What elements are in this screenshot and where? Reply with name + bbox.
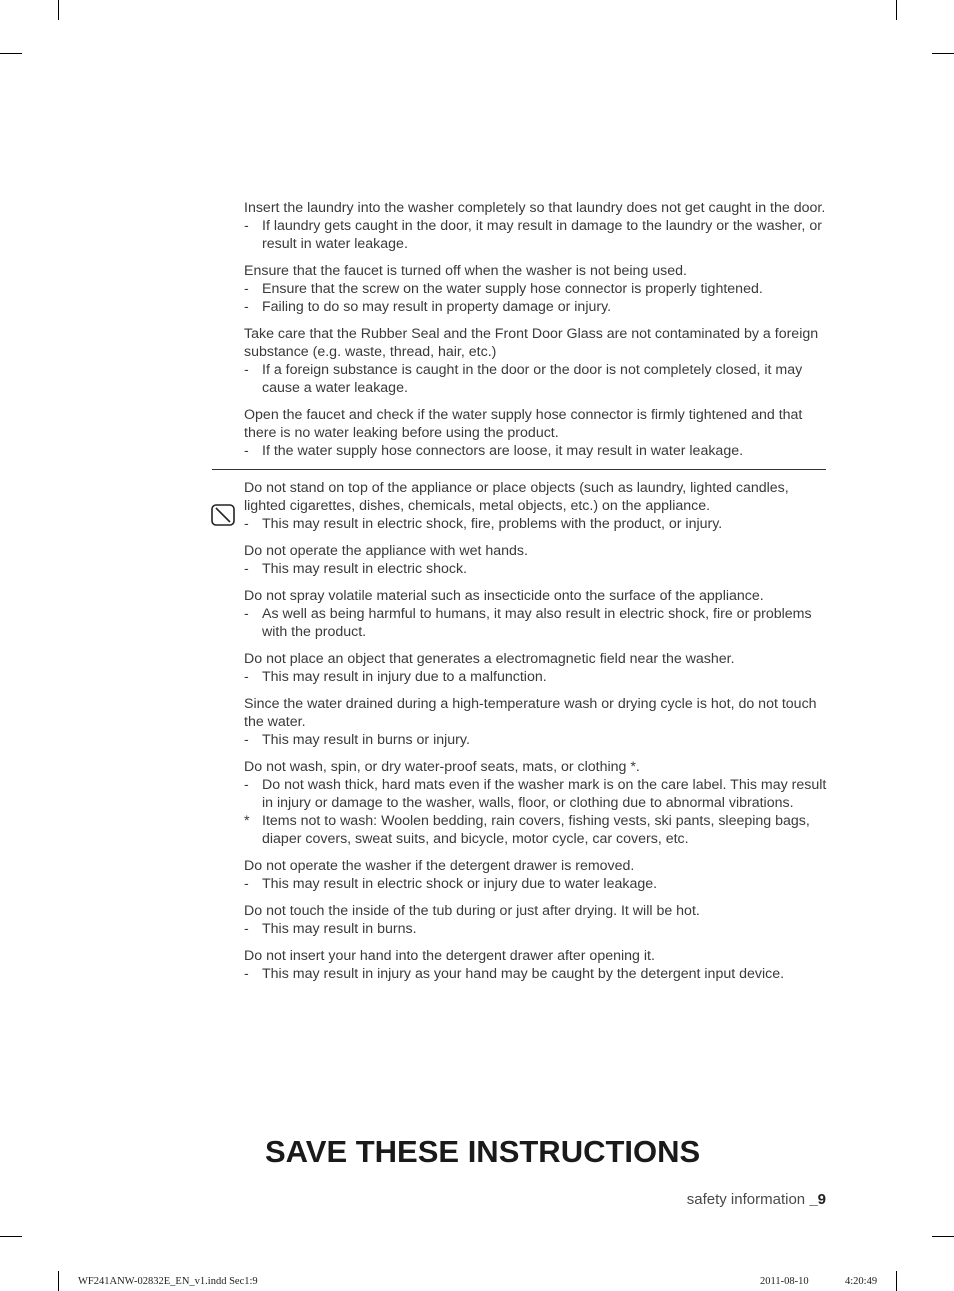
bullet-mark: * (244, 813, 250, 829)
bullet-mark: - (244, 443, 249, 459)
instruction-text: Do not touch the inside of the tub during or just after drying. It will be hot. (244, 903, 700, 919)
instruction-text: Do not operate the washer if the detergent drawer is removed. (244, 858, 635, 874)
warning-section (244, 479, 828, 983)
slug-time: 4:20:49 (845, 1276, 878, 1287)
subpoint-text: As well as being harmful to humans, it may also result in electric shock, fire or problems with the product. (262, 606, 812, 640)
crop-mark (58, 0, 59, 20)
subpoint-text: This may result in burns or injury. (262, 732, 470, 748)
bullet-mark: - (244, 669, 249, 685)
instruction-block (244, 587, 828, 641)
instruction-block (244, 902, 828, 938)
crop-mark (896, 0, 897, 20)
crop-mark (58, 1271, 59, 1291)
crop-mark (0, 1236, 22, 1237)
bullet-mark: - (244, 876, 249, 892)
crop-mark (932, 1236, 954, 1237)
subpoint-text: This may result in electric shock. (262, 561, 467, 577)
instruction-text: Do not spray volatile material such as insecticide onto the surface of the appliance. (244, 588, 764, 604)
save-instructions-heading: SAVE THESE INSTRUCTIONS (265, 1134, 701, 1169)
instruction-subpoint (244, 217, 828, 253)
bullet-mark: - (244, 921, 249, 937)
instruction-subpoint (244, 515, 828, 533)
instruction-block (244, 947, 828, 983)
crop-mark (932, 53, 954, 54)
instruction-subpoint (244, 731, 828, 749)
bullet-mark: - (244, 561, 249, 577)
slug-date: 2011-08-10 (760, 1276, 809, 1287)
crop-mark (0, 53, 22, 54)
subpoint-text: Failing to do so may result in property damage or injury. (262, 299, 612, 315)
instruction-text: Ensure that the faucet is turned off when the washer is not being used. (244, 263, 687, 279)
instruction-text: Do not place an object that generates a electromagnetic field near the washer. (244, 651, 735, 667)
instruction-subpoint (244, 668, 828, 686)
bullet-mark: - (244, 299, 249, 315)
subpoint-text: This may result in electric shock or injury due to water leakage. (262, 876, 658, 892)
instruction-text: Do not operate the appliance with wet hands. (244, 543, 528, 559)
instruction-block (244, 199, 828, 253)
instruction-subpoint (244, 361, 828, 397)
instruction-text: Do not stand on top of the appliance or place objects (such as laundry, lighted candles, lighted cigarettes, dishes, chemicals, metal objects, etc.) on the appliance. (244, 480, 789, 514)
subpoint-text: If the water supply hose connectors are loose, it may result in water leakage. (262, 443, 744, 459)
instruction-block (244, 857, 828, 893)
instruction-block (244, 479, 828, 533)
page-footer (687, 1191, 826, 1208)
safety-content (244, 199, 828, 992)
caution-section (244, 199, 828, 460)
instruction-text: Insert the laundry into the washer completely so that laundry does not get caught in the door. (244, 200, 826, 216)
instruction-block (244, 542, 828, 578)
instruction-block (244, 695, 828, 749)
subpoint-text: This may result in electric shock, fire, problems with the product, or injury. (262, 516, 723, 532)
instruction-text: Open the faucet and check if the water supply hose connector is firmly tightened and that there is no water leaking before using the product. (244, 407, 803, 441)
instruction-text: Since the water drained during a high-temperature wash or drying cycle is hot, do not touch the water. (244, 696, 817, 730)
subpoint-text: This may result in burns. (262, 921, 417, 937)
instruction-subpoint (244, 280, 828, 298)
bullet-mark: - (244, 218, 249, 234)
subpoint-text: Do not wash thick, hard mats even if the washer mark is on the care label. This may result in injury or damage to the washer, walls, floor, or clothing due to abnormal vibrations. (262, 777, 827, 811)
instruction-subpoint (244, 560, 828, 578)
slug-filename: WF241ANW-02832E_EN_v1.indd Sec1:9 (78, 1276, 258, 1287)
instruction-block (244, 406, 828, 460)
crop-mark (896, 1271, 897, 1291)
instruction-subpoint (244, 875, 828, 893)
subpoint-text: This may result in injury due to a malfunction. (262, 669, 547, 685)
bullet-mark: - (244, 362, 249, 378)
subpoint-text: Items not to wash: Woolen bedding, rain covers, fishing vests, ski pants, sleeping bags, diaper covers, sweat suits, and bicycle, motor cycle, car covers, etc. (262, 813, 810, 847)
bullet-mark: - (244, 606, 249, 622)
section-divider (212, 469, 826, 470)
bullet-mark: - (244, 516, 249, 532)
instruction-block (244, 325, 828, 397)
subpoint-text: If a foreign substance is caught in the door or the door is not completely closed, it may cause a water leakage. (262, 362, 803, 396)
page-number: _9 (809, 1191, 826, 1208)
instruction-block (244, 758, 828, 848)
instruction-block (244, 650, 828, 686)
footer-section-label: safety information (686, 1191, 806, 1208)
instruction-text: Do not insert your hand into the detergent drawer after opening it. (244, 948, 655, 964)
bullet-mark: - (244, 966, 249, 982)
instruction-subpoint (244, 812, 828, 848)
instruction-text: Take care that the Rubber Seal and the Front Door Glass are not contaminated by a foreign substance (e.g. waste, thread, hair, etc.) (244, 326, 819, 360)
instruction-subpoint (244, 965, 828, 983)
bullet-mark: - (244, 732, 249, 748)
bullet-mark: - (244, 777, 249, 793)
instruction-subpoint (244, 298, 828, 316)
instruction-subpoint (244, 920, 828, 938)
bullet-mark: - (244, 281, 249, 297)
subpoint-text: If laundry gets caught in the door, it may result in damage to the laundry or the washer, or result in water leakage. (262, 218, 822, 252)
subpoint-text: This may result in injury as your hand may be caught by the detergent input device. (262, 966, 785, 982)
instruction-subpoint (244, 442, 828, 460)
subpoint-text: Ensure that the screw on the water supply hose connector is properly tightened. (262, 281, 763, 297)
prohibition-icon (211, 504, 235, 526)
instruction-subpoint (244, 605, 828, 641)
instruction-subpoint (244, 776, 828, 812)
instruction-text: Do not wash, spin, or dry water-proof seats, mats, or clothing *. (244, 759, 640, 775)
instruction-block (244, 262, 828, 316)
